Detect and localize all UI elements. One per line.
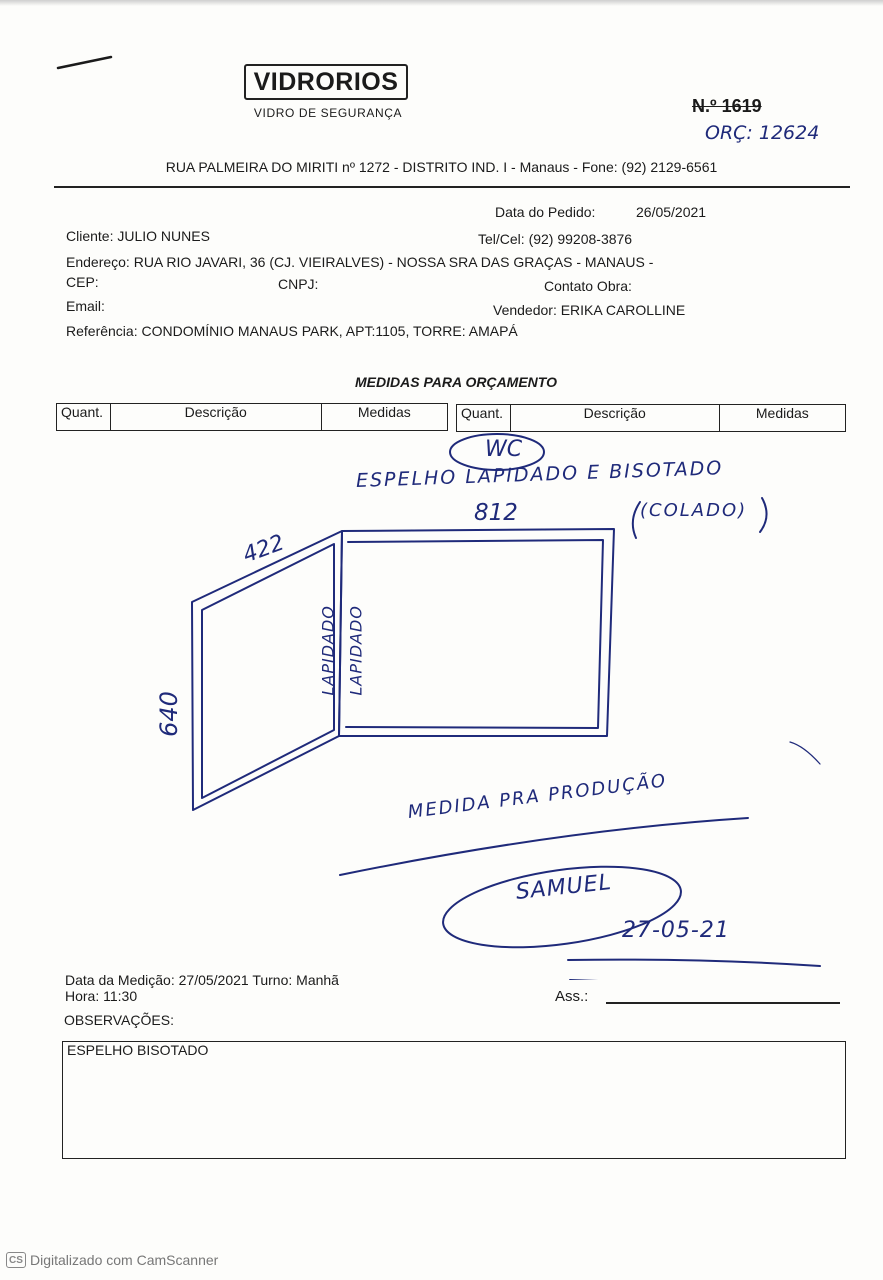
column-quant: Quant.	[57, 404, 111, 430]
mirror-sketch	[0, 420, 883, 980]
observations-text: ESPELHO BISOTADO	[67, 1042, 209, 1058]
order-date-label: Data do Pedido:	[495, 204, 596, 220]
measurement-date: Data da Medição: 27/05/2021 Turno: Manhã	[65, 972, 339, 988]
cep-label: CEP:	[66, 274, 99, 290]
mirror-panel-right	[339, 529, 614, 736]
column-description: Descrição	[511, 405, 720, 431]
colado-note: (COLADO)	[640, 500, 748, 521]
column-measures: Medidas	[357, 404, 411, 420]
room-label: WC	[485, 437, 523, 462]
seller-field: Vendedor: ERIKA CAROLLINE	[493, 302, 686, 318]
measures-title: MEDIDAS PARA ORÇAMENTO	[355, 374, 557, 390]
phone-field: Tel/Cel: (92) 99208-3876	[478, 231, 633, 247]
company-address: RUA PALMEIRA DO MIRITI nº 1272 - DISTRITO IND. I - Manaus - Fone: (92) 2129-6561	[165, 159, 718, 175]
column-description: Descrição	[111, 404, 322, 430]
signature-date: 27-05-21	[622, 918, 730, 943]
header-divider	[54, 186, 850, 188]
handwritten-orc: ORÇ: 12624	[705, 122, 820, 144]
scanner-footer	[6, 1252, 218, 1268]
scanner-footer-text: Digitalizado com CamScanner	[30, 1252, 219, 1268]
contact-label: Contato Obra:	[544, 278, 632, 294]
signature-oval	[438, 854, 686, 961]
camscanner-icon: CS	[6, 1252, 26, 1268]
column-quant: Quant.	[457, 405, 511, 431]
mirror-panel-right-bevel	[346, 540, 603, 728]
company-logo-text: VIDRORIOS	[253, 67, 399, 96]
company-logo	[244, 64, 408, 100]
form-number: N.º 1619	[692, 96, 762, 116]
order-date-value: 26/05/2021	[636, 204, 707, 220]
edge-label-2: LAPIDADO	[346, 605, 366, 696]
cnpj-label: CNPJ:	[278, 276, 319, 292]
mirror-panel-left-bevel	[202, 544, 334, 798]
edge-label-1: LAPIDADO	[318, 605, 338, 696]
measurement-time: Hora: 11:30	[65, 988, 138, 1004]
observations-box	[62, 1041, 846, 1159]
observations-label: OBSERVAÇÕES:	[64, 1012, 174, 1028]
height-label: 640	[154, 691, 183, 737]
column-measures: Medidas	[755, 405, 809, 421]
scan-top-shadow	[0, 0, 883, 6]
email-label: Email:	[66, 298, 105, 314]
pen-stroke	[55, 52, 115, 72]
width-label: 812	[474, 500, 518, 526]
sketch-description: ESPELHO LAPIDADO E BISOTADO	[355, 457, 724, 492]
signature-line	[606, 1002, 840, 1004]
signature-text: SAMUEL	[514, 870, 614, 905]
client-field: Cliente: JULIO NUNES	[66, 228, 210, 244]
address-field: Endereço: RUA RIO JAVARI, 36 (CJ. VIEIRALVES) - NOSSA SRA DAS GRAÇAS - MANAUS -	[66, 254, 654, 270]
production-note: MEDIDA PRA PRODUÇÃO	[406, 770, 669, 823]
reference-field: Referência: CONDOMÍNIO MANAUS PARK, APT:1105, TORRE: AMAPÁ	[66, 323, 518, 339]
signature-label: Ass.:	[555, 988, 589, 1005]
side-width-label: 422	[239, 530, 288, 569]
company-subtitle: VIDRO DE SEGURANÇA	[253, 106, 403, 120]
